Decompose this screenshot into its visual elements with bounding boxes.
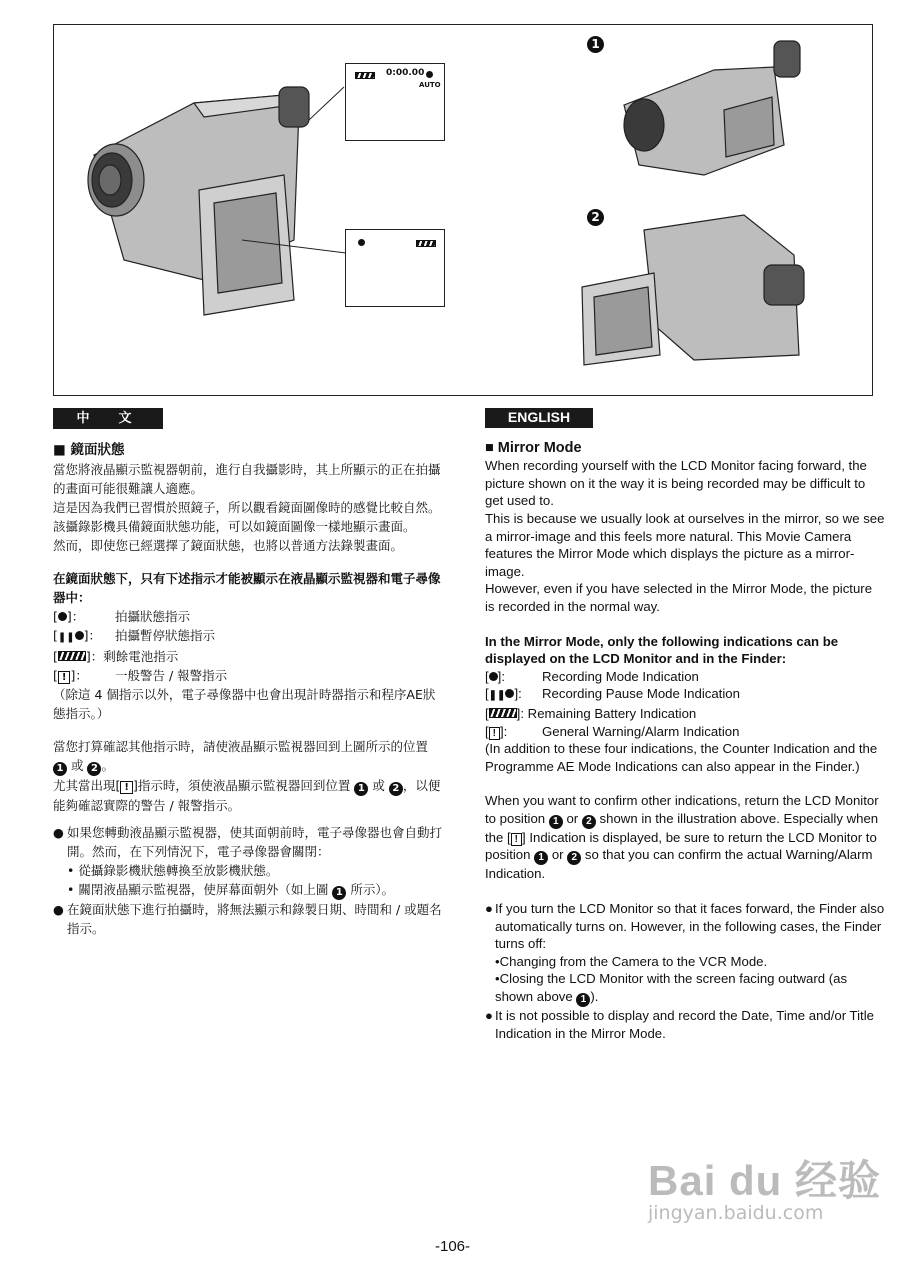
zh-indication-3: [ ]： 剩餘電池指示 xyxy=(53,649,179,664)
record-icon xyxy=(58,612,67,621)
en-sub-2: •Closing the LCD Monitor with the screen facing outward (as shown above 1 ). xyxy=(495,971,848,1006)
en-para-3: However, even if you have selected in the Mirror Mode, the picture is recorded in the normal way. xyxy=(485,581,873,614)
record-icon xyxy=(489,672,498,681)
pause-record-icon xyxy=(75,631,84,640)
position-2-icon: 2 xyxy=(582,815,596,829)
en-indication-1: [ ]: Recording Mode Indication xyxy=(485,668,699,684)
camcorder-main xyxy=(88,87,309,315)
english-tab: ENGLISH xyxy=(485,408,593,428)
position-1-icon: 1 xyxy=(549,815,563,829)
zh-note-heading: 在鏡面狀態下，只有下述指示才能被顯示在液晶顯示監視器和電子尋像器中： xyxy=(53,571,441,605)
zh-para-2: 這是因為我們已習慣於照鏡子，所以觀看鏡面圖像時的感覺比較自然。該攝錄影機具備鏡面狀態功能，可以如鏡面圖像一樣地顯示畫面。 xyxy=(53,500,441,534)
record-dot-icon xyxy=(426,71,433,78)
watermark-logo: Bai du 经验 xyxy=(648,1157,882,1204)
chinese-tab: 中 文 xyxy=(53,408,163,429)
position-1-marker: 1 xyxy=(587,36,604,53)
en-indication-note: (In addition to these four indications, the Counter Indication and the Programme AE Mode Indications can also appear in the Finder.) xyxy=(485,741,878,774)
en-note-heading: In the Mirror Mode, only the following indications can be displayed on the LCD Monitor and in the Finder: xyxy=(485,633,839,667)
zh-indication-4: [ ! ]： 一般警告 / 報警指示 xyxy=(53,668,228,683)
warning-icon: ! xyxy=(58,671,71,684)
baidu-watermark xyxy=(648,1148,881,1224)
en-indication-4: [ ! ]: General Warning/Alarm Indication xyxy=(485,723,740,739)
en-indication-2: [❚❚ ]: Recording Pause Mode Indication xyxy=(485,686,740,702)
zh-confirm-2: 尤其當出現[ ! ]指示時，須使液晶顯示監視器回到位置 1 或 2 ，以便能夠確認實際的警告 / 報警指示。 xyxy=(53,778,441,813)
position-1-icon: 1 xyxy=(53,762,67,776)
viewfinder-screen-top xyxy=(345,63,445,141)
camcorder-illustration xyxy=(54,25,872,395)
watermark-url: jingyan.baidu.com xyxy=(648,1202,824,1224)
zh-para-1: 當您將液晶顯示監視器朝前，進行自我攝影時，其上所顯示的正在拍攝的畫面可能很難讓人適應。 xyxy=(53,462,441,496)
zh-sub-1: • 從攝錄影機狀態轉換至放影機狀態。 xyxy=(67,863,279,878)
camcorder-position-2 xyxy=(582,215,804,365)
zh-confirm-1: 當您打算確認其他指示時，請使液晶顯示監視器回到上圖所示的位置 1 或 2 。 xyxy=(53,739,429,774)
en-para-2: This is because we usually look at ourselves in the mirror, so we see a mirror-image and this feels more natural. This Movie Camera features the Mirror Mode which displays the picture as a mirror-image. xyxy=(485,510,885,579)
en-heading: ■ Mirror Mode xyxy=(485,439,582,456)
en-bullet-2: ● It is not possible to display and record the Date, Time and/or Title Indication in the Mirror Mode. xyxy=(485,1008,874,1041)
battery-icon xyxy=(58,651,86,661)
english-column xyxy=(485,408,885,1042)
position-2-icon: 2 xyxy=(567,851,581,865)
en-para-1: When recording yourself with the LCD Monitor facing forward, the picture shown on it the way it is being recorded may be difficult to get used to. xyxy=(485,458,867,509)
record-dot-icon xyxy=(358,239,365,246)
position-2-icon: 2 xyxy=(389,782,403,796)
position-1-icon: 1 xyxy=(332,886,346,900)
warning-icon: ! xyxy=(489,727,500,740)
illustration-frame xyxy=(53,24,873,396)
en-sub-1: •Changing from the Camera to the VCR Mode. xyxy=(495,953,768,969)
battery-icon xyxy=(416,240,436,247)
zh-indication-note: （除這 4 個指示以外，電子尋像器中也會出現計時器指示和程序AE狀態指示。） xyxy=(53,687,436,721)
position-2-icon: 2 xyxy=(87,762,101,776)
page-number: -106- xyxy=(434,1238,471,1255)
counter-readout: 0:00.00 xyxy=(386,68,425,78)
zh-heading: ■ 鏡面狀態 xyxy=(53,442,125,458)
zh-sub-2: • 關閉液晶顯示監視器，使屏幕面朝外（如上圖 1 所示）。 xyxy=(67,882,395,898)
zh-bullet-2: ● 在鏡面狀態下進行拍攝時，將無法顯示和錄製日期、時間和 / 或題名指示。 xyxy=(53,902,442,936)
zh-indication-2: [❚❚ ]： 拍攝暫停狀態指示 xyxy=(53,628,216,643)
zh-bullet-1: ● 如果您轉動液晶顯示監視器，使其面朝前時，電子尋像器也會自動打開。然而，在下列情況下，電子尋像器會關閉： xyxy=(53,825,443,859)
position-1-icon: 1 xyxy=(534,851,548,865)
auto-mode-label: AUTO xyxy=(419,81,441,89)
lcd-screen-bottom xyxy=(345,229,445,307)
battery-icon xyxy=(355,72,375,79)
en-bullet-1: ● If you turn the LCD Monitor so that it faces forward, the Finder also automatically turns on. However, in the following cases, the Finder turns off: xyxy=(485,901,885,952)
position-1-icon: 1 xyxy=(354,782,368,796)
en-indication-3: [ ]: Remaining Battery Indication xyxy=(485,705,697,721)
position-2-marker: 2 xyxy=(587,209,604,226)
en-confirm: When you want to confirm other indications, return the LCD Monitor to position 1 or 2 shown in the illustration above. Especially when the [ ! ] Indication is displayed, be sure to return the LCD Monitor to position 1 or 2 so that you can confirm the actual Warning/Alarm Indication. xyxy=(485,793,879,882)
zh-para-3: 然而，即使您已經選擇了鏡面狀態，也將以普通方法錄製畫面。 xyxy=(53,538,404,553)
zh-indication-1: [ ]： 拍攝狀態指示 xyxy=(53,609,191,624)
chinese-column xyxy=(53,408,445,938)
position-1-icon: 1 xyxy=(576,993,590,1007)
warning-icon: ! xyxy=(120,781,133,794)
battery-icon xyxy=(489,708,517,718)
camcorder-position-1 xyxy=(624,41,800,175)
warning-icon: ! xyxy=(511,833,522,846)
pause-record-icon xyxy=(505,689,514,698)
